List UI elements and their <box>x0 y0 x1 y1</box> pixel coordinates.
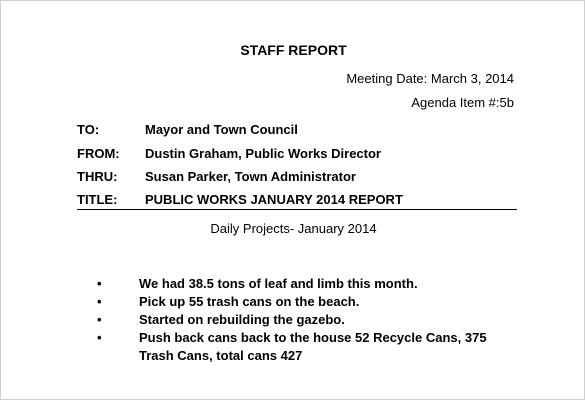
header-row-to <box>77 122 298 137</box>
thru-value: Susan Parker, Town Administrator <box>145 169 356 184</box>
bullet-icon: • <box>97 294 102 309</box>
list-item <box>97 311 517 329</box>
bullet-text: Started on rebuilding the gazebo. <box>139 312 345 327</box>
title-label: TITLE: <box>77 192 118 207</box>
list-item <box>97 275 517 293</box>
bullet-text: Pick up 55 trash cans on the beach. <box>139 294 360 309</box>
header-divider <box>77 209 517 210</box>
bullet-icon: • <box>97 330 102 345</box>
from-value: Dustin Graham, Public Works Director <box>145 146 381 161</box>
to-value: Mayor and Town Council <box>145 122 298 137</box>
from-label: FROM: <box>77 146 120 161</box>
to-label: TO: <box>77 122 100 137</box>
bullet-icon: • <box>97 276 102 291</box>
bullet-text: Push back cans back to the house 52 Recycle Cans, 375 Trash Cans, total cans 427 <box>139 330 487 363</box>
agenda-item: Agenda Item #:5b <box>411 95 514 110</box>
bullet-list <box>97 275 517 365</box>
header-row-from <box>77 146 381 161</box>
section-subtitle: Daily Projects- January 2014 <box>210 221 377 236</box>
list-item <box>97 293 517 311</box>
bullet-icon: • <box>97 312 102 327</box>
report-title: STAFF REPORT <box>240 42 347 58</box>
header-row-title <box>77 192 403 207</box>
bullet-text: We had 38.5 tons of leaf and limb this month. <box>139 276 418 291</box>
header-row-thru <box>77 169 356 184</box>
thru-label: THRU: <box>77 169 118 184</box>
title-value: PUBLIC WORKS JANUARY 2014 REPORT <box>145 192 403 207</box>
list-item <box>97 329 517 365</box>
meeting-date: Meeting Date: March 3, 2014 <box>346 71 514 86</box>
